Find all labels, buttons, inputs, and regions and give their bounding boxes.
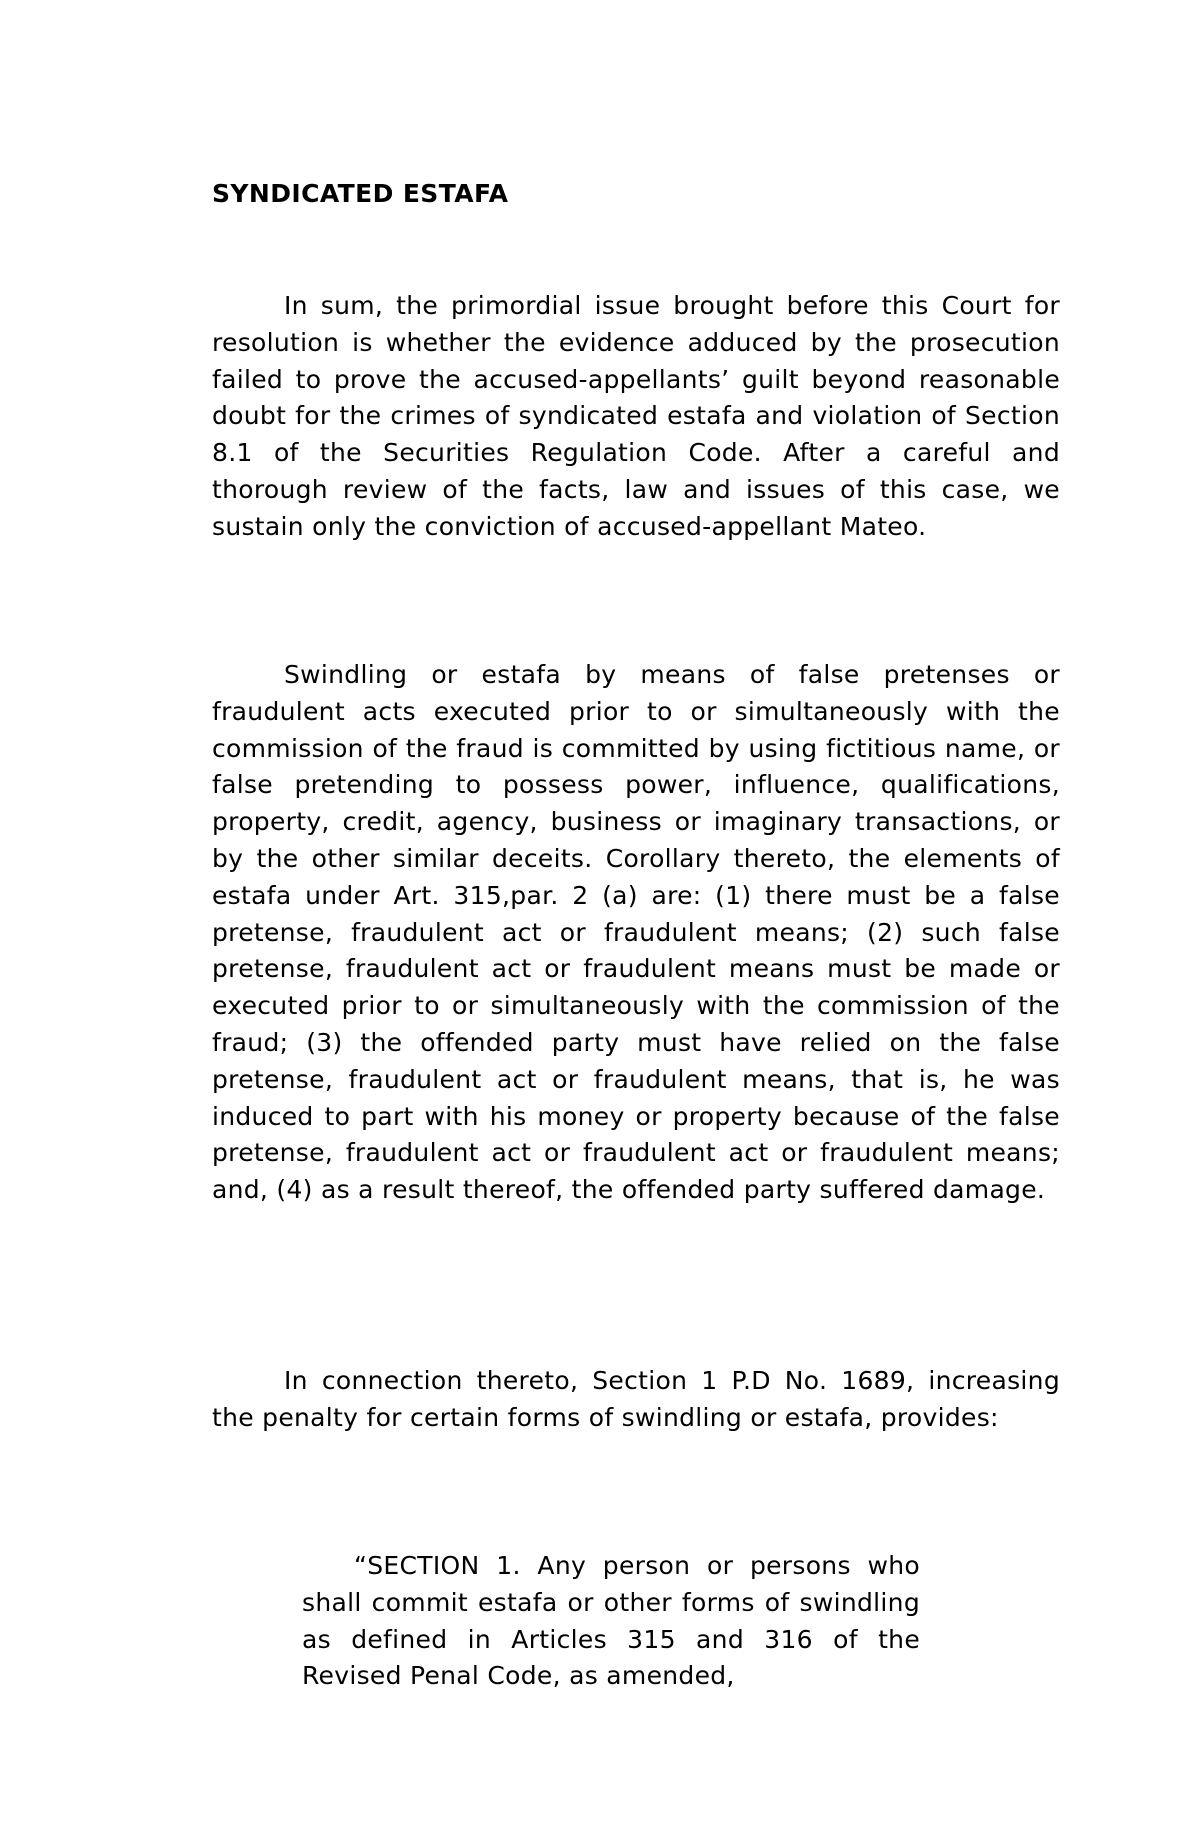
document-title: SYNDICATED ESTAFA — [212, 179, 509, 208]
paragraph-elements-of-estafa: Swindling or estafa by means of false pretenses or fraudulent acts executed prior to or simultaneously with the commission of the fraud is committed by using fictitious name, or false pretending to possess power, influence, qualifications, property, credit, agency, business or imaginary transactions, or by the other similar deceits. Corollary thereto, the elements of estafa under Art. 315,par. 2 (a) are: (1) there must be a false pretense, fraudulent act or fraudulent means; (2) such false pretense, fraudulent act or fraudulent means must be made or executed prior to or simultaneously with the commission of the fraud; (3) the offended party must have relied on the false pretense, fraudulent act or fraudulent means, that is, he was induced to part with his money or property because of the false pretense, fraudulent act or fraudulent act or fraudulent means; and, (4) as a result thereof, the offended party suffered damage. — [212, 660, 1060, 1205]
quoted-section-1: “SECTION 1. Any person or persons who shall commit estafa or other forms of swindling as defined in Articles 315 and 316 of the Revised Penal Code, as amended, — [302, 1551, 920, 1691]
paragraph-pd-1689-intro: In connection thereto, Section 1 P.D No. 1689, increasing the penalty for certain forms of swindling or estafa, provides: — [212, 1366, 1060, 1432]
paragraph-issue: In sum, the primordial issue brought before this Court for resolution is whether the evidence adduced by the prosecution failed to prove the accused-appellants’ guilt beyond reasonable doubt for the crimes of syndicated estafa and violation of Section 8.1 of the Securities Regulation Code. After a careful and thorough review of the facts, law and issues of this case, we sustain only the conviction of accused-appellant Mateo. — [212, 291, 1060, 541]
